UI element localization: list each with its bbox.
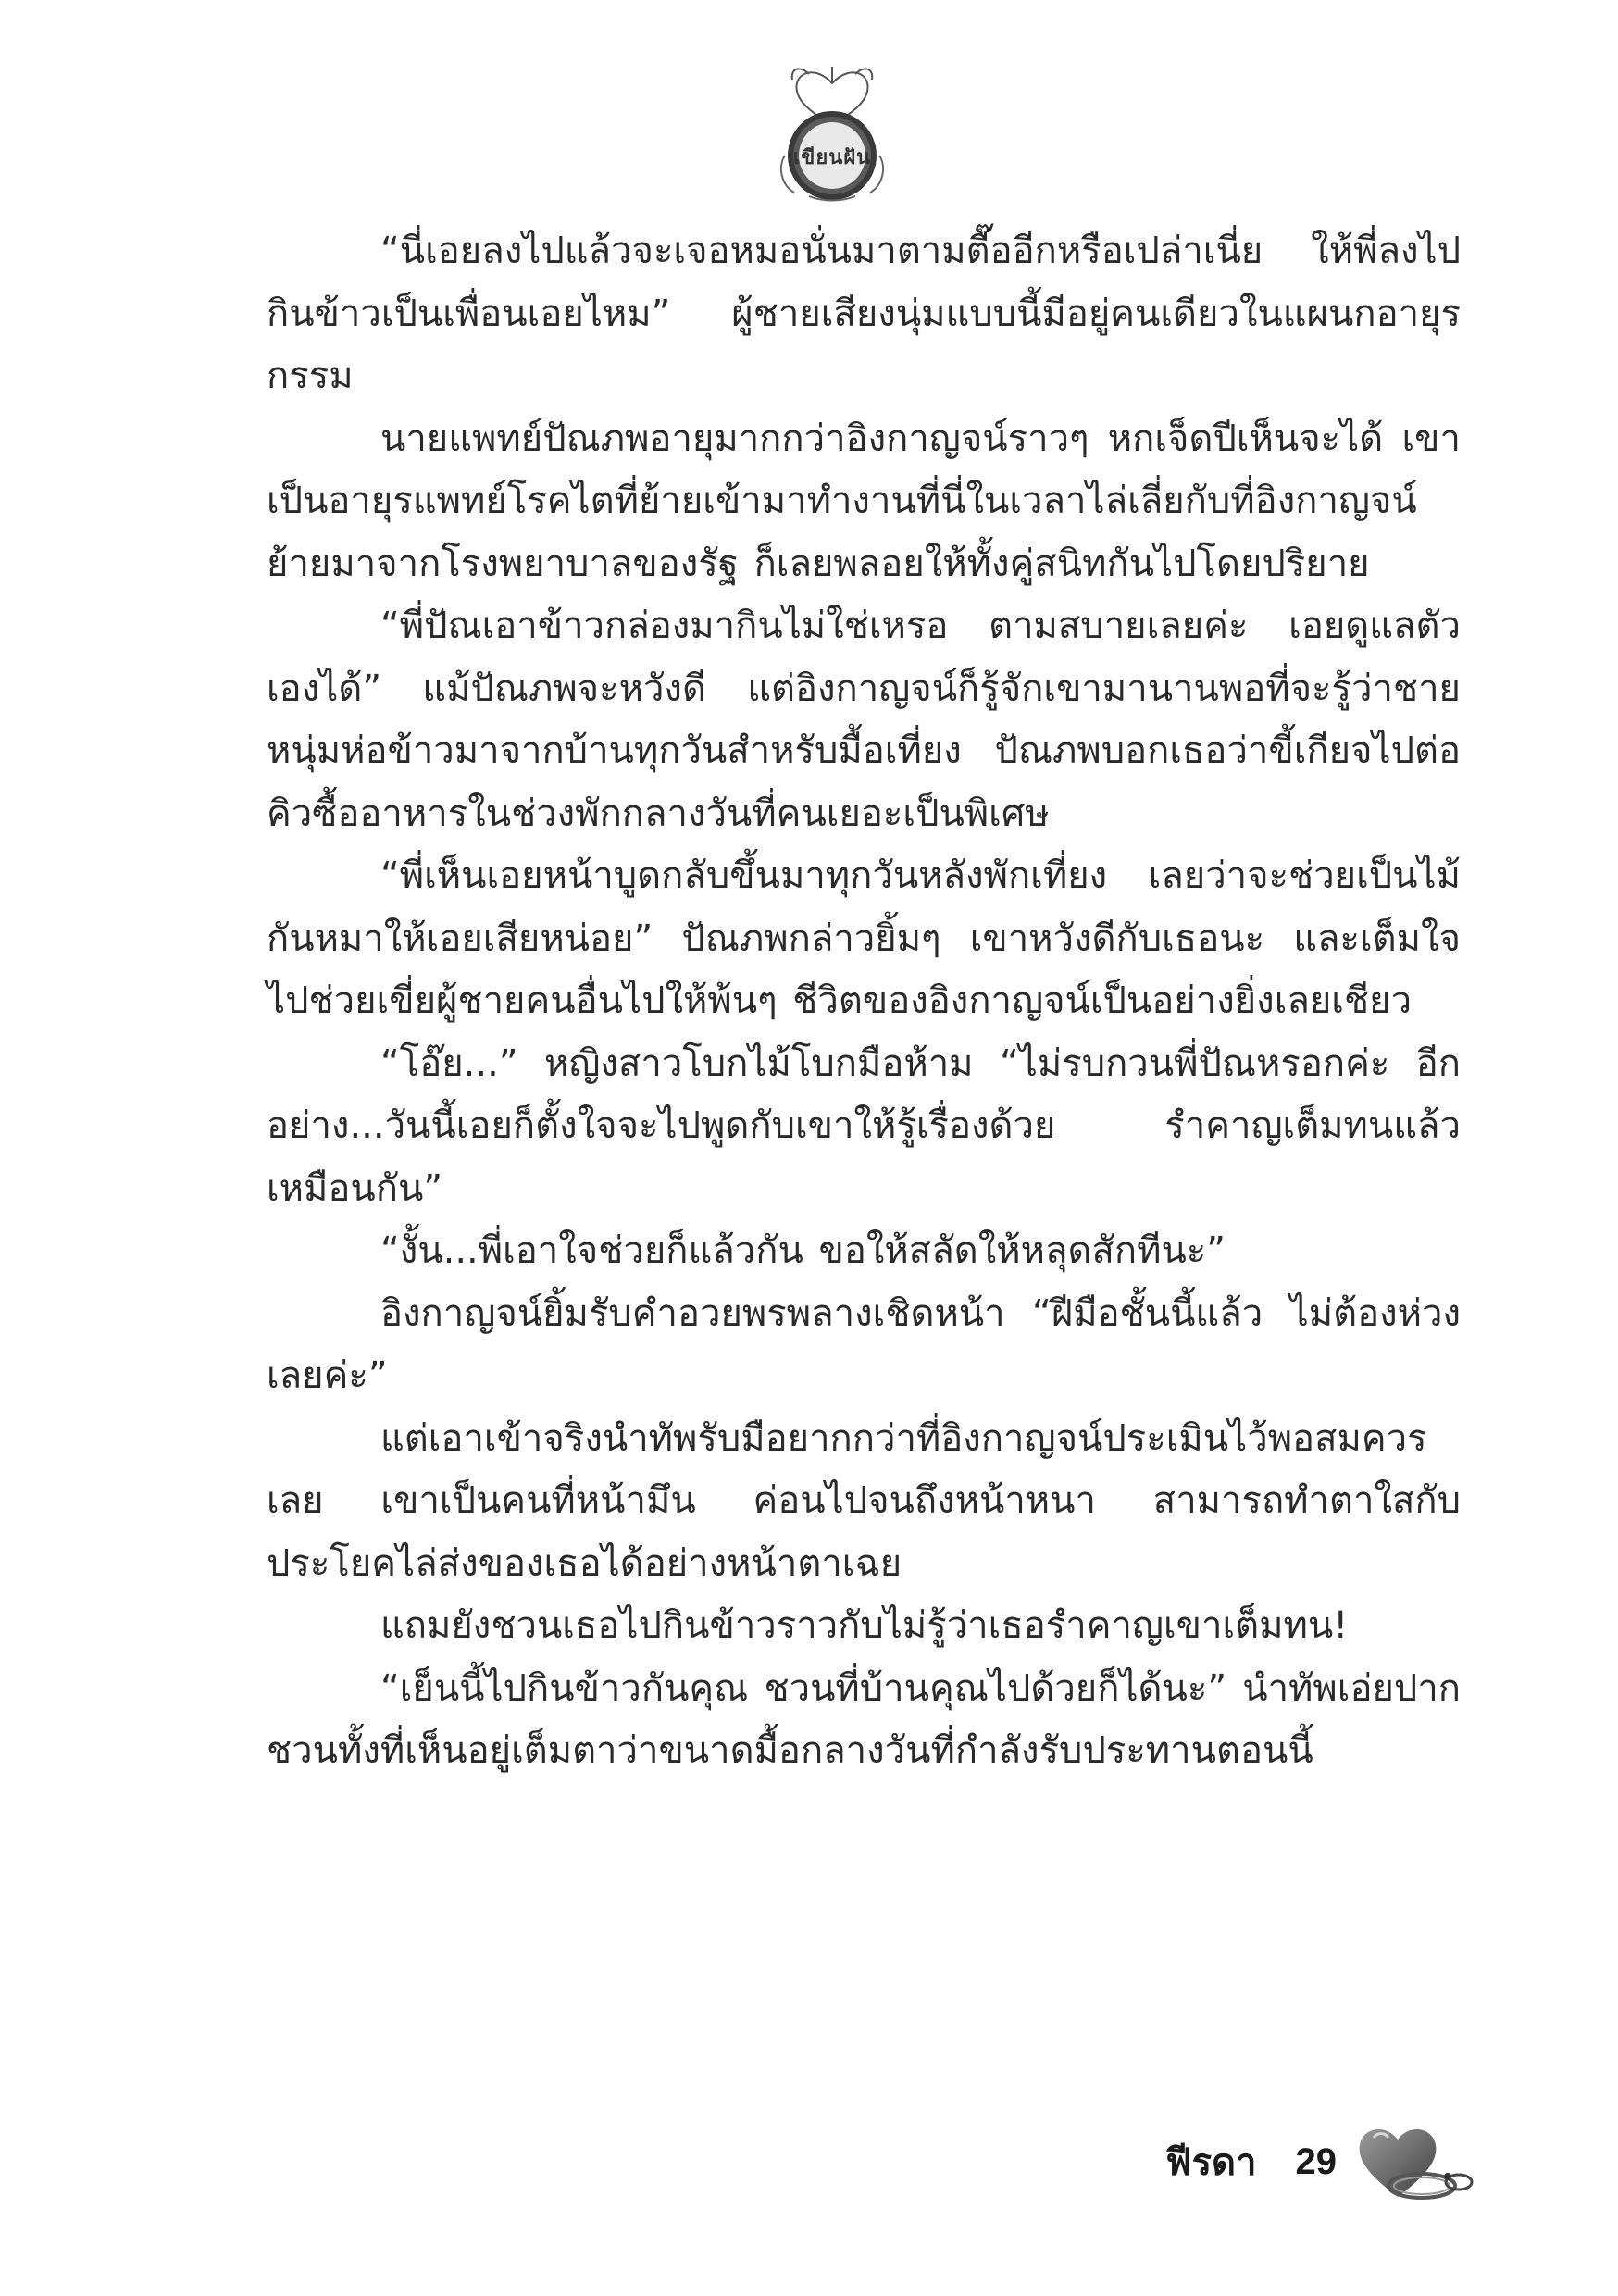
paragraph: นายแพทย์ปัณภพอายุมากกว่าอิงกาญจน์ราวๆ หกเจ็ดปีเห็นจะได้ เขาเป็นอายุรแพทย์โรคไตที่ย้ายเข้ามาทำงานที่นี่ในเวลาไล่เลี่ยกับที่อิงกาญจน์ย้ายมาจากโรงพยาบาลของรัฐ ก็เลยพลอยให้ทั้งคู่สนิทกันไปโดยปริยาย: [267, 417, 1461, 585]
footer-title: ฟีรดา: [1165, 2141, 1257, 2184]
paragraph: อิงกาญจน์ยิ้มรับคำอวยพรพลางเชิดหน้า “ฝีมือชั้นนี้แล้ว ไม่ต้องห่วงเลยค่ะ”: [267, 1292, 1461, 1397]
page-footer: [1165, 2111, 1479, 2213]
ornament-heart-icon: [772, 56, 892, 204]
paragraph: แต่เอาเข้าจริงนำทัพรับมือยากกว่าที่อิงกาญจน์ประเมินไว้พอสมควรเลย เขาเป็นคนที่หน้ามึน ค่อนไปจนถึงหน้าหนา สามารถทำตาใสกับประโยคไล่ส่งของเธอได้อย่างหน้าตาเฉย: [267, 1416, 1461, 1585]
paragraph: “งั้น...พี่เอาใจช่วยก็แล้วกัน ขอให้สลัดให้หลุดสักทีนะ”: [380, 1229, 1226, 1272]
paragraph: “พี่เห็นเอยหน้าบูดกลับขึ้นมาทุกวันหลังพักเที่ยง เลยว่าจะช่วยเป็นไม้กันหมาให้เอยเสียหน่อย” ปัณภพกล่าวยิ้มๆ เขาหวังดีกับเธอนะ และเต็มใจไปช่วยเขี่ยผู้ชายคนอื่นไปให้พ้นๆ ชีวิตของอิงกาญจน์เป็นอย่างยิ่งเลยเชียว: [267, 855, 1461, 1022]
paragraph: “โอ๊ย...” หญิงสาวโบกไม้โบกมือห้าม “ไม่รบกวนพี่ปัณหรอกค่ะ อีกอย่าง...วันนี้เอยก็ตั้งใจจะไปพูดกับเขาให้รู้เรื่องด้วย รำคาญเต็มทนแล้วเหมือนกัน”: [267, 1042, 1461, 1210]
paragraph: แถมยังชวนเธอไปกินข้าวราวกับไม่รู้ว่าเธอรำคาญเขาเต็มทน!: [380, 1604, 1349, 1647]
header-logo: [772, 56, 892, 204]
page-number: 29: [1295, 2140, 1337, 2182]
logo-text: เขียนฝัน: [792, 146, 872, 169]
body-text: [267, 220, 1461, 1783]
heart-ring-icon: [1350, 2117, 1479, 2206]
paragraph: “พี่ปัณเอาข้าวกล่องมากินไม่ใช่เหรอ ตามสบายเลยค่ะ เอยดูแลตัวเองได้” แม้ปัณภพจะหวังดี แต่อิงกาญจน์ก็รู้จักเขามานานพอที่จะรู้ว่าชายหนุ่มห่อข้าวมาจากบ้านทุกวันสำหรับมื้อเที่ยง ปัณภพบอกเธอว่าขี้เกียจไปต่อคิวซื้ออาหารในช่วงพักกลางวันที่คนเยอะเป็นพิเศษ: [267, 605, 1461, 835]
paragraph: “เย็นนี้ไปกินข้าวกันคุณ ชวนที่บ้านคุณไปด้วยก็ได้นะ” นำทัพเอ่ยปากชวนทั้งที่เห็นอยู่เต็มตาว่าขนาดมื้อกลางวันที่กำลังรับประทานตอนนี้: [267, 1666, 1461, 1772]
paragraph: “นี่เอยลงไปแล้วจะเจอหมอนั่นมาตามตื๊ออีกหรือเปล่าเนี่ย ให้พี่ลงไปกินข้าวเป็นเพื่อนเอยไหม” ผู้ชายเสียงนุ่มแบบนี้มีอยู่คนเดียวในแผนกอายุรกรรม: [267, 230, 1461, 397]
